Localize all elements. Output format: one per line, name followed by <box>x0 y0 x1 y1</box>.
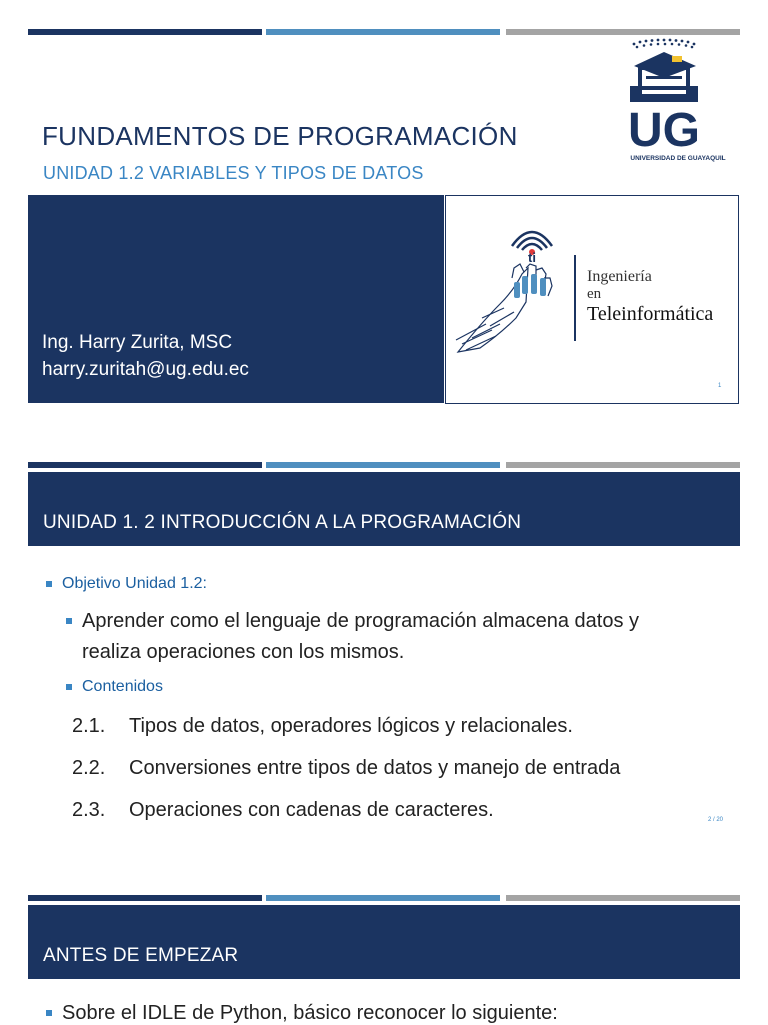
slide-header-title: ANTES DE EMPEZAR <box>43 945 239 966</box>
svg-text:UNIVERSIDAD DE GUAYAQUIL: UNIVERSIDAD DE GUAYAQUIL <box>630 155 726 162</box>
content-item-text: Conversiones entre tipos de datos y manejo de entrada <box>129 757 621 779</box>
slide-header <box>28 472 740 546</box>
content-item-number: 2.1. <box>72 715 106 737</box>
ti-logo-line1: Ingeniería <box>587 268 652 285</box>
ti-logo-divider <box>574 255 576 341</box>
content-item-text: Operaciones con cadenas de caracteres. <box>129 799 494 821</box>
bar-segment-navy <box>28 29 262 35</box>
presentation-title: FUNDAMENTOS DE PROGRAMACIÓN <box>42 121 518 151</box>
svg-text:UG: UG <box>628 104 700 157</box>
ug-university-logo <box>620 36 740 164</box>
presentation-subtitle: UNIDAD 1.2 VARIABLES Y TIPOS DE DATOS <box>43 163 424 183</box>
decorative-top-bar <box>28 895 740 901</box>
bar-segment-blue <box>266 29 500 35</box>
content-item-text: Tipos de datos, operadores lógicos y relacionales. <box>129 715 573 737</box>
objective-label: Objetivo Unidad 1.2: <box>62 575 207 592</box>
bullet-square-icon <box>46 581 52 587</box>
author-name: Ing. Harry Zurita, MSC <box>42 332 233 353</box>
slide-header-title: UNIDAD 1. 2 INTRODUCCIÓN A LA PROGRAMACIÓN <box>43 512 522 533</box>
bullet-text: Sobre el IDLE de Python, básico reconocer lo siguiente: <box>62 1002 558 1024</box>
ti-logo-line3: Teleinformática <box>587 303 714 325</box>
bar-segment-gray <box>506 462 740 468</box>
bullet-square-icon <box>46 1010 52 1016</box>
bar-segment-gray <box>506 895 740 901</box>
svg-text:ti: ti <box>528 250 536 265</box>
ti-logo-line2: en <box>587 286 602 302</box>
contents-label: Contenidos <box>82 678 163 695</box>
bar-segment-gray <box>506 29 740 35</box>
ti-hand-logo <box>452 212 570 362</box>
bar-segment-blue <box>266 462 500 468</box>
content-item-number: 2.2. <box>72 757 106 779</box>
page-number: 2 / 20 <box>708 817 724 823</box>
author-email[interactable]: harry.zuritah@ug.edu.ec <box>42 359 249 380</box>
objective-text-line1: Aprender como el lenguaje de programación almacena datos y <box>82 610 640 632</box>
page-number: 1 <box>718 383 722 389</box>
content-item-number: 2.3. <box>72 799 106 821</box>
bar-segment-navy <box>28 462 262 468</box>
objective-text-line2: realiza operaciones con los mismos. <box>82 641 405 663</box>
decorative-top-bar <box>28 29 740 35</box>
bar-segment-navy <box>28 895 262 901</box>
bullet-square-icon <box>66 618 72 624</box>
bar-segment-blue <box>266 895 500 901</box>
bullet-square-icon <box>66 684 72 690</box>
decorative-top-bar <box>28 462 740 468</box>
slide-header <box>28 905 740 979</box>
